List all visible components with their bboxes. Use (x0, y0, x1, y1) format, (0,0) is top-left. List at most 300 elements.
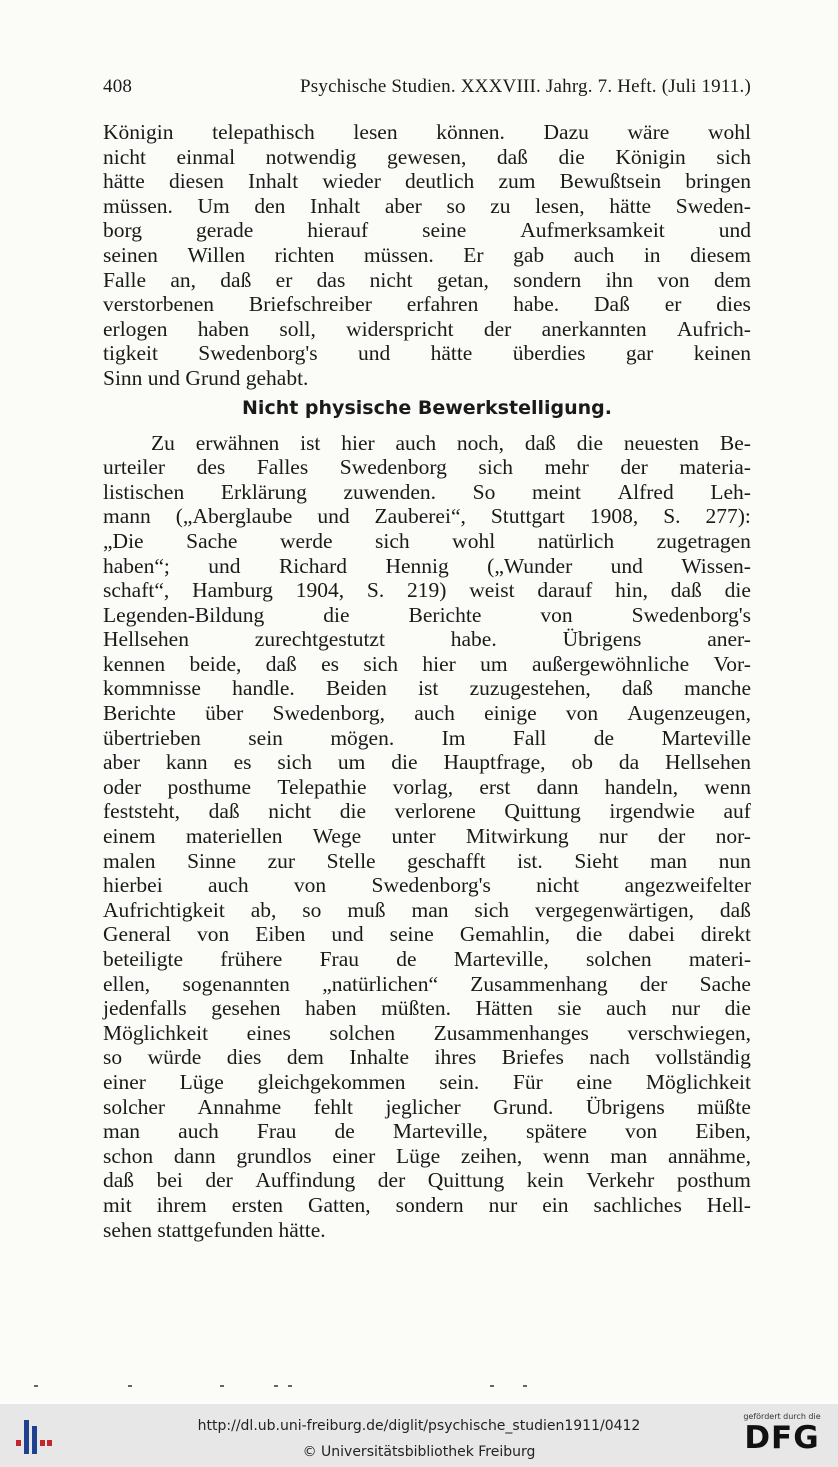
word: daß (670, 578, 702, 603)
scan-specks (0, 1385, 838, 1397)
word: darauf (537, 578, 593, 603)
word: daß (621, 676, 653, 701)
word: zum (498, 169, 536, 194)
word: dies (716, 292, 751, 317)
word: Wissen- (681, 553, 751, 578)
word: Falle (103, 267, 146, 292)
word: Briefes (501, 1045, 564, 1070)
word: Hennig (385, 553, 449, 578)
word: wenn (542, 1143, 590, 1168)
word: Hätten (475, 996, 533, 1021)
word: von (625, 1119, 658, 1144)
dfg-logo[interactable] (736, 1412, 828, 1464)
word: zurechtgestutzt (254, 627, 385, 652)
word: meint (532, 479, 581, 504)
word: 219) (407, 578, 447, 603)
viewer-footer (0, 1404, 838, 1467)
word: eine (576, 1069, 613, 1094)
word: Swedenborg's (631, 602, 751, 627)
word: direkt (700, 922, 751, 947)
word: ihn (605, 267, 634, 292)
word: es (233, 750, 252, 775)
word: eines (246, 1020, 291, 1045)
word: der (620, 455, 648, 480)
text-line (103, 169, 751, 194)
word: Swedenborg's (198, 341, 318, 366)
word: so (302, 897, 322, 922)
word: weist (469, 578, 515, 603)
word: Swedenborg's (371, 873, 491, 898)
word: bei (156, 1168, 183, 1193)
word: den (254, 193, 286, 218)
word: deutlich (405, 169, 475, 194)
text-line (103, 341, 751, 366)
word: nicht (103, 144, 146, 169)
word: gab (513, 242, 545, 267)
word: dies (226, 1045, 262, 1070)
word: kennen (103, 651, 166, 676)
word: sich (478, 455, 514, 480)
word: sogenannten (182, 971, 290, 996)
word: Hamburg (192, 578, 273, 603)
word: der (639, 971, 668, 996)
word: dann (173, 1143, 216, 1168)
word: Swedenborg, (272, 701, 385, 726)
text-line (103, 1144, 751, 1169)
word: haben“; (103, 553, 170, 578)
text-line (103, 529, 751, 554)
word: Swedenborg (339, 455, 447, 480)
word: Marteville (661, 725, 751, 750)
text-line (103, 824, 751, 849)
word: haben (305, 996, 357, 1021)
word: hätte (609, 193, 652, 218)
word: zur (267, 848, 296, 873)
text-line (103, 898, 751, 923)
text-line (103, 1045, 751, 1070)
word: Daß (594, 292, 630, 317)
word: einem (103, 824, 156, 849)
word: zuwenden. (343, 479, 436, 504)
word: Verkehr (586, 1168, 655, 1193)
word: sein (248, 725, 283, 750)
permalink-url[interactable]: http://dl.ub.uni-freiburg.de/diglit/psychische_studien1911/0412 (197, 1418, 641, 1434)
word: nicht (268, 799, 312, 824)
word: diesem (690, 242, 751, 267)
word: der (377, 1168, 406, 1193)
word: gesehen (211, 996, 281, 1021)
word: mann (103, 504, 151, 529)
word: haben (197, 316, 250, 341)
word: nicht (536, 873, 580, 898)
word: diesen (168, 169, 224, 194)
word: es (321, 651, 340, 676)
word: vergegenwärtigen, (534, 897, 694, 922)
word: solchen (585, 947, 652, 971)
word: frühere (220, 947, 283, 971)
word: Eiben (255, 922, 306, 947)
dfg-wordmark: DFG (744, 1420, 820, 1456)
word: Eiben, (695, 1119, 751, 1144)
word: posthume (167, 774, 252, 799)
word: einer (103, 1069, 146, 1094)
text-line: Sinn und Grund gehabt. (103, 365, 309, 390)
text-line (103, 145, 751, 170)
word: nur (671, 996, 700, 1021)
word: und (610, 553, 643, 578)
word: so (103, 1045, 123, 1070)
word: widerspricht (346, 316, 454, 341)
text-line (103, 726, 751, 751)
word: kommnisse (103, 676, 201, 701)
word: Grund. (493, 1094, 554, 1119)
word: erwähnen (195, 430, 280, 455)
word: solchen (329, 1020, 396, 1045)
word: ab, (250, 897, 277, 922)
word: zuzugestehen, (469, 676, 591, 701)
word: nor- (715, 824, 751, 849)
word: die (576, 430, 604, 455)
word: Willen (187, 242, 246, 267)
word: die (724, 578, 751, 603)
word: („Aberglaube (175, 504, 293, 529)
word: erfahren (406, 292, 479, 317)
word: von (540, 602, 573, 627)
running-header (103, 76, 751, 98)
text-line (103, 554, 751, 579)
dfg-tagline: gefördert durch die (743, 1412, 821, 1421)
word: Sache (699, 971, 751, 996)
word: von (657, 267, 690, 292)
word: aber (103, 750, 140, 775)
word: müßten. (381, 996, 451, 1021)
word: de (396, 947, 417, 971)
word: lesen, (535, 193, 585, 218)
word: de (593, 725, 615, 750)
word: Inhalte (349, 1045, 410, 1070)
word: noch, (456, 430, 505, 455)
text-line (103, 292, 751, 317)
word: S. (366, 578, 385, 603)
text-line (103, 578, 751, 603)
word: hin, (615, 578, 648, 603)
word: man (411, 897, 449, 922)
word: solcher (103, 1094, 166, 1119)
word: Beiden (325, 676, 387, 701)
text-line (103, 480, 751, 505)
word: mögen. (330, 725, 395, 750)
word: Für (512, 1069, 543, 1094)
word: erlogen (103, 316, 168, 341)
word: grundlos (236, 1143, 312, 1168)
word: er (664, 292, 682, 317)
word: der (205, 1168, 233, 1193)
word: Stelle (326, 848, 376, 873)
word: Richard (278, 553, 348, 578)
word: de (334, 1119, 355, 1144)
word: ist (300, 430, 321, 455)
word: schon (103, 1143, 154, 1168)
text-line (103, 652, 751, 677)
word: daß (265, 651, 297, 676)
text-line (103, 1119, 751, 1144)
word: hierauf (307, 218, 369, 243)
word: gar (625, 341, 654, 366)
word: sich (277, 750, 313, 775)
word: seinen (103, 242, 158, 267)
word: irgendwie (609, 799, 695, 824)
word: der (483, 316, 512, 341)
word: wäre (627, 120, 670, 144)
word: habe. (513, 292, 560, 317)
word: ob (571, 750, 593, 775)
word: Gatten, (307, 1192, 371, 1217)
word: man (610, 1143, 648, 1168)
text-line (103, 873, 751, 898)
word: müssen. (363, 242, 434, 267)
text-line (103, 799, 751, 824)
word: „Die (103, 528, 144, 553)
word: übertrieben (103, 725, 201, 750)
word: auch (573, 242, 615, 267)
word: verschwiegen, (627, 1020, 751, 1045)
scan-speck (220, 1385, 224, 1387)
word: Im (441, 725, 466, 750)
text-line (103, 317, 751, 342)
word: schaft“, (103, 578, 170, 603)
word: angezweifelter (624, 873, 751, 898)
word: soll, (279, 316, 316, 341)
word: lesen (353, 120, 398, 144)
word: einmal (176, 144, 236, 169)
word: einer (332, 1143, 376, 1168)
word: nur (598, 824, 628, 849)
word: Auffindung (255, 1168, 356, 1193)
word: zeihen, (460, 1143, 523, 1168)
word: und (357, 341, 391, 366)
word: 1904, (295, 578, 345, 603)
word: nach (589, 1045, 630, 1070)
word: Sieht (574, 848, 619, 873)
word: auf (723, 799, 751, 824)
word: verstorbenen (103, 292, 215, 317)
word: Stuttgart (490, 504, 565, 529)
text-line (103, 996, 751, 1021)
page-body (103, 120, 751, 1242)
word: Aufrich- (676, 316, 751, 341)
word: Berichte (408, 602, 482, 627)
word: außergewöhnliche (531, 651, 690, 676)
word: daß (208, 799, 240, 824)
word: Dazu (543, 120, 589, 144)
word: Be- (719, 430, 751, 455)
word: dem (286, 1045, 324, 1070)
word: man (650, 848, 688, 873)
word: man (103, 1119, 141, 1144)
text-line (103, 431, 751, 456)
word: Hellsehen (103, 627, 189, 652)
word: sachliches (593, 1192, 682, 1217)
word: 277): (705, 504, 751, 529)
word: wenn (704, 774, 751, 799)
word: sondern (513, 267, 582, 292)
word: auch (395, 430, 437, 455)
word: Möglichkeit (103, 1020, 209, 1045)
word: und (317, 504, 350, 529)
scan-speck (523, 1385, 527, 1387)
word: („Wunder (487, 553, 573, 578)
word: daß (719, 897, 751, 922)
scan-speck (34, 1385, 38, 1387)
word: da (618, 750, 640, 775)
word: ist. (517, 848, 543, 873)
word: materia- (679, 455, 751, 480)
word: sich (375, 528, 410, 553)
word: S. (663, 504, 681, 529)
word: General (103, 922, 172, 947)
word: Um (197, 193, 230, 218)
text-line: sehen stattgefunden hätte. (103, 1217, 326, 1242)
word: posthum (676, 1168, 751, 1193)
text-line (103, 120, 751, 145)
text-line (103, 701, 751, 726)
text-line (103, 603, 751, 628)
word: daß (103, 1168, 135, 1193)
text-line (103, 849, 751, 874)
word: die (558, 144, 585, 169)
word: zu (490, 193, 511, 218)
copyright-notice: © Universitätsbibliothek Freiburg (302, 1444, 536, 1460)
word: sich (474, 897, 510, 922)
word: Marteville, (392, 1119, 488, 1144)
word: Mitwirkung (465, 824, 569, 849)
word: spätere (525, 1119, 587, 1144)
word: nur (488, 1192, 518, 1217)
word: Annahme (197, 1094, 282, 1119)
word: anerkannten (541, 316, 647, 341)
word: Lüge (179, 1069, 224, 1094)
word: seine (389, 922, 434, 947)
word: würde (147, 1045, 202, 1070)
word: das (316, 267, 346, 292)
scan-speck (490, 1385, 494, 1387)
text-line (103, 627, 751, 652)
word: auch (414, 701, 455, 726)
word: natürlich (537, 528, 615, 553)
paragraph-2 (103, 431, 751, 1243)
text-line (103, 504, 751, 529)
word: materiellen (185, 824, 283, 849)
word: „natürlichen“ (322, 971, 438, 996)
word: Hell- (706, 1192, 751, 1217)
word: beteiligte (103, 947, 183, 971)
word: jeglicher (385, 1094, 461, 1119)
word: urteiler (103, 455, 166, 480)
word: sein. (439, 1069, 480, 1094)
scan-speck (288, 1385, 292, 1387)
word: bringen (685, 169, 751, 194)
word: müssen. (103, 193, 173, 218)
word: müßte (697, 1094, 751, 1119)
word: Zauberei“, (374, 504, 466, 529)
word: Berichte (103, 701, 176, 726)
word: vollständig (655, 1045, 751, 1070)
word: 1908, (589, 504, 639, 529)
word: notwendig (265, 144, 357, 169)
word: hätte (103, 169, 145, 194)
word: gewesen, (386, 144, 467, 169)
word: mehr (544, 455, 589, 480)
word: muß (347, 897, 386, 922)
word: erst (479, 774, 511, 799)
word: auch (208, 873, 249, 898)
word: annähme, (667, 1143, 751, 1168)
word: hier (341, 430, 375, 455)
word: wohl (707, 120, 751, 144)
word: können. (436, 120, 505, 144)
word: kein (526, 1168, 564, 1193)
word: Inhalt (310, 193, 361, 218)
word: Möglichkeit (645, 1069, 751, 1094)
word: borg (103, 218, 143, 243)
section-heading: Nicht physische Bewerkstelligung. (242, 396, 612, 419)
word: von (565, 701, 599, 726)
word: so (446, 193, 466, 218)
word: wieder (322, 169, 381, 194)
word: Legenden-Bildung (103, 602, 265, 627)
word: die (575, 922, 603, 947)
word: von (293, 873, 327, 898)
word: getan, (436, 267, 489, 292)
word: daß (220, 267, 252, 292)
word: die (323, 602, 350, 627)
word: Übrigens (585, 1094, 665, 1119)
word: ist (418, 676, 439, 701)
word: dann (536, 774, 579, 799)
word: Marteville, (453, 947, 549, 971)
word: Zusammenhanges (433, 1020, 589, 1045)
text-line (103, 194, 751, 219)
text-line (103, 972, 751, 997)
text-line (103, 750, 751, 775)
word: Briefschreiber (248, 292, 372, 317)
word: Bewußtsein (559, 169, 662, 194)
word: gerade (196, 218, 254, 243)
word: geschafft (407, 848, 486, 873)
word: von (197, 922, 230, 947)
word: an, (170, 267, 196, 292)
word: Erklärung (220, 479, 307, 504)
word: listischen (103, 479, 185, 504)
text-line (103, 218, 751, 243)
word: auch (178, 1119, 219, 1144)
word: um (480, 651, 508, 676)
word: sich (716, 144, 751, 169)
word: Königin (615, 144, 686, 169)
word: hier (422, 651, 456, 676)
text-line (103, 1070, 751, 1095)
word: manche (684, 676, 751, 701)
word: Quittung (427, 1168, 505, 1193)
word: ein (542, 1192, 569, 1217)
word: materi- (688, 947, 751, 971)
word: die (724, 996, 751, 1021)
word: Inhalt (248, 169, 299, 194)
word: werde (279, 528, 333, 553)
word: richten (274, 242, 335, 267)
word: mit (103, 1192, 132, 1217)
word: um (337, 750, 366, 775)
